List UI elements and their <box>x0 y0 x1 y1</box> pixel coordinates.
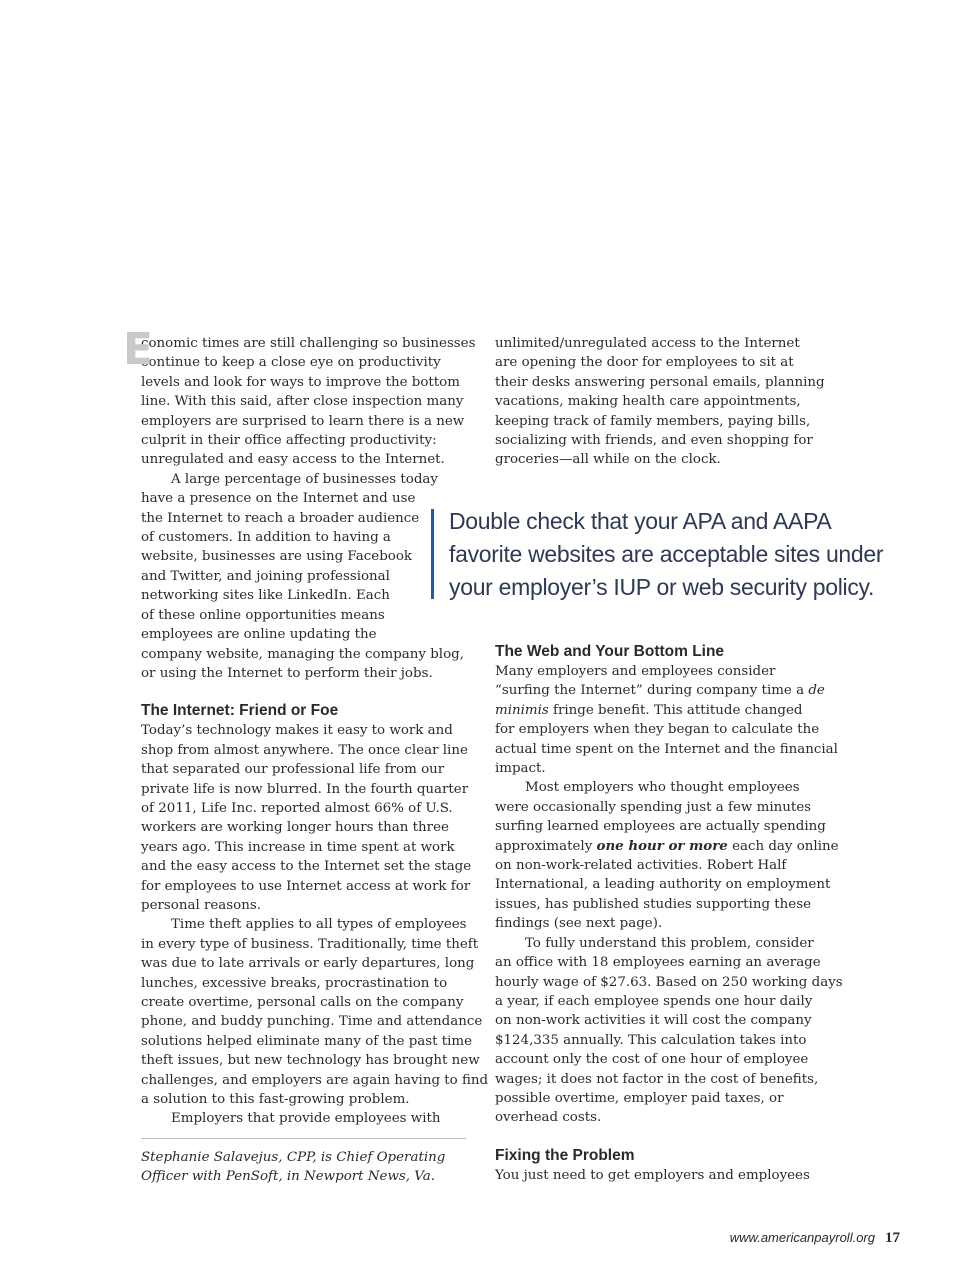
text-line: a solution to this fast-growing problem. <box>141 1092 410 1108</box>
author-bio <box>141 1148 471 1187</box>
text-line: unlimited/unregulated access to the Internet <box>495 336 800 351</box>
text-line: challenges, and employers are again having to find <box>141 1072 489 1088</box>
right-column-top <box>495 334 825 470</box>
text-line: Employers that provide employees with <box>171 1111 441 1127</box>
text-line: socializing with friends, and even shopping for <box>495 433 813 449</box>
text-line: Time theft applies to all types of employees <box>171 917 467 933</box>
emphasis: one hour or more <box>596 837 728 854</box>
bio-line: Officer with PenSoft, in Newport News, Va. <box>141 1169 435 1185</box>
text-line: that separated our professional life from our <box>141 762 445 778</box>
text-line: company website, managing the company blog, <box>141 646 464 662</box>
text-line: an office with 18 employees earning an average <box>495 955 821 971</box>
text-line: on non-work activities it will cost the company <box>495 1013 812 1029</box>
pull-quote-text <box>449 505 883 604</box>
text-line: years ago. This increase in time spent at work <box>141 839 455 855</box>
text-line: hourly wage of $27.63. Based on 250 working days <box>495 974 843 990</box>
text-line: conomic times are still challenging so businesses <box>141 336 476 351</box>
text-line: overhead costs. <box>495 1110 602 1126</box>
text-line: employees are online updating the <box>141 627 377 643</box>
section-heading: The Web and Your Bottom Line <box>495 643 725 660</box>
paragraph <box>141 1109 471 1128</box>
section-heading: Fixing the Problem <box>495 1146 635 1164</box>
text-line: impact. <box>495 761 546 777</box>
text-line: and the easy access to the Internet set the stage <box>141 859 472 875</box>
intro-paragraph <box>123 324 476 470</box>
text-line: approximately one hour or more each day online <box>495 837 839 854</box>
text-line: continue to keep a close eye on productivity <box>141 355 441 371</box>
text-line: private life is now blurred. In the fourth quarter <box>141 781 469 797</box>
text-line: theft issues, but new technology has brought new <box>141 1053 480 1069</box>
text-line: workers are working longer hours than three <box>141 820 449 836</box>
text-line: in every type of business. Traditionally, time theft <box>141 936 479 952</box>
page-number: 17 <box>885 1230 900 1246</box>
text-line: Many employers and employees consider <box>495 664 776 679</box>
paragraph <box>495 934 843 1128</box>
pull-quote-line: your employer’s IUP or web security policy. <box>449 574 875 600</box>
emphasis: minimis <box>495 702 549 718</box>
paragraph <box>495 662 838 778</box>
text-line: account only the cost of one hour of employee <box>495 1052 809 1068</box>
paragraph <box>495 778 839 933</box>
text-line: of customers. In addition to having a <box>141 530 391 546</box>
text-line: have a presence on the Internet and use <box>141 491 416 507</box>
pull-quote-line: Double check that your APA and AAPA <box>449 508 832 534</box>
bio-line: Stephanie Salavejus, CPP, is Chief Operating <box>141 1150 446 1165</box>
text-line: issues, has published studies supporting these <box>495 896 812 912</box>
text-line: International, a leading authority on employment <box>495 877 831 893</box>
text-line: lunches, excessive breaks, procrastination to <box>141 975 448 991</box>
paragraph <box>141 470 471 683</box>
text-line: keeping track of family members, paying bills, <box>495 413 811 429</box>
divider <box>141 1138 466 1139</box>
pull-quote <box>431 505 884 601</box>
text-line: was due to late arrivals or early departures, long <box>141 956 475 972</box>
text-line: surfing learned employees are actually spending <box>495 819 826 835</box>
text-line: minimis fringe benefit. This attitude changed <box>495 702 803 718</box>
text-line: solutions helped eliminate many of the past time <box>141 1033 473 1049</box>
text-line: of 2011, Life Inc. reported almost 66% of U.S. <box>141 800 453 816</box>
text-line: Most employers who thought employees <box>525 780 800 796</box>
section-heading: The Internet: Friend or Foe <box>141 702 339 720</box>
right-column <box>495 642 843 1185</box>
text-line: unregulated and easy access to the Internet. <box>141 452 445 468</box>
text-line: culprit in their office affecting productivity: <box>141 433 437 449</box>
text-line: for employers when they began to calculate the <box>495 722 820 738</box>
text-line: the Internet to reach a broader audience <box>141 510 420 526</box>
text-line: were occasionally spending just a few minutes <box>495 799 812 815</box>
text-line: $124,335 annually. This calculation takes into <box>495 1032 807 1048</box>
text-line: are opening the door for employees to sit at <box>495 355 794 371</box>
text-line: phone, and buddy punching. Time and attendance <box>141 1014 483 1030</box>
paragraph <box>141 721 471 915</box>
text-line: or using the Internet to perform their jobs. <box>141 665 433 681</box>
page-footer <box>730 1230 900 1247</box>
text-line: possible overtime, employer paid taxes, or <box>495 1090 784 1106</box>
pull-quote-bar <box>431 509 434 599</box>
text-line: for employees to use Internet access at work for <box>141 878 471 894</box>
text-line: networking sites like LinkedIn. Each <box>141 588 390 604</box>
pull-quote-line: favorite websites are acceptable sites under <box>449 541 884 567</box>
text-line: personal reasons. <box>141 897 261 913</box>
text-line: Today’s technology makes it easy to work and <box>141 723 453 739</box>
text-line: line. With this said, after close inspection many <box>141 394 464 410</box>
text-line: actual time spent on the Internet and the financial <box>495 741 838 757</box>
text-line: levels and look for ways to improve the bottom <box>141 374 460 390</box>
text-line: groceries—all while on the clock. <box>495 452 721 468</box>
text-line: findings (see next page). <box>495 916 663 932</box>
text-line: and Twitter, and joining professional <box>141 568 390 584</box>
left-column <box>123 324 489 1129</box>
text-line: website, businesses are using Facebook <box>141 549 413 565</box>
drop-cap: E <box>123 324 154 375</box>
text-line: on non-work-related activities. Robert Half <box>495 858 787 874</box>
text-line: vacations, making health care appointments, <box>495 394 801 410</box>
paragraph <box>141 915 489 1109</box>
footer-url[interactable]: www.americanpayroll.org <box>729 1230 875 1245</box>
text-line: a year, if each employee spends one hour daily <box>495 993 813 1009</box>
text-line: shop from almost anywhere. The once clear line <box>141 742 468 758</box>
text-line: To fully understand this problem, consider <box>525 935 814 951</box>
text-line: wages; it does not factor in the cost of benefits, <box>495 1071 819 1087</box>
text-line: employers are surprised to learn there is a new <box>141 413 465 429</box>
text-line: You just need to get employers and employees <box>495 1167 810 1183</box>
text-line: “surfing the Internet” during company time a de <box>495 683 825 699</box>
text-line: their desks answering personal emails, planning <box>495 374 825 390</box>
text-line: create overtime, personal calls on the company <box>141 995 464 1010</box>
text-line: A large percentage of businesses today <box>171 471 438 487</box>
emphasis: de <box>808 683 825 699</box>
text-line: of these online opportunities means <box>141 607 385 623</box>
